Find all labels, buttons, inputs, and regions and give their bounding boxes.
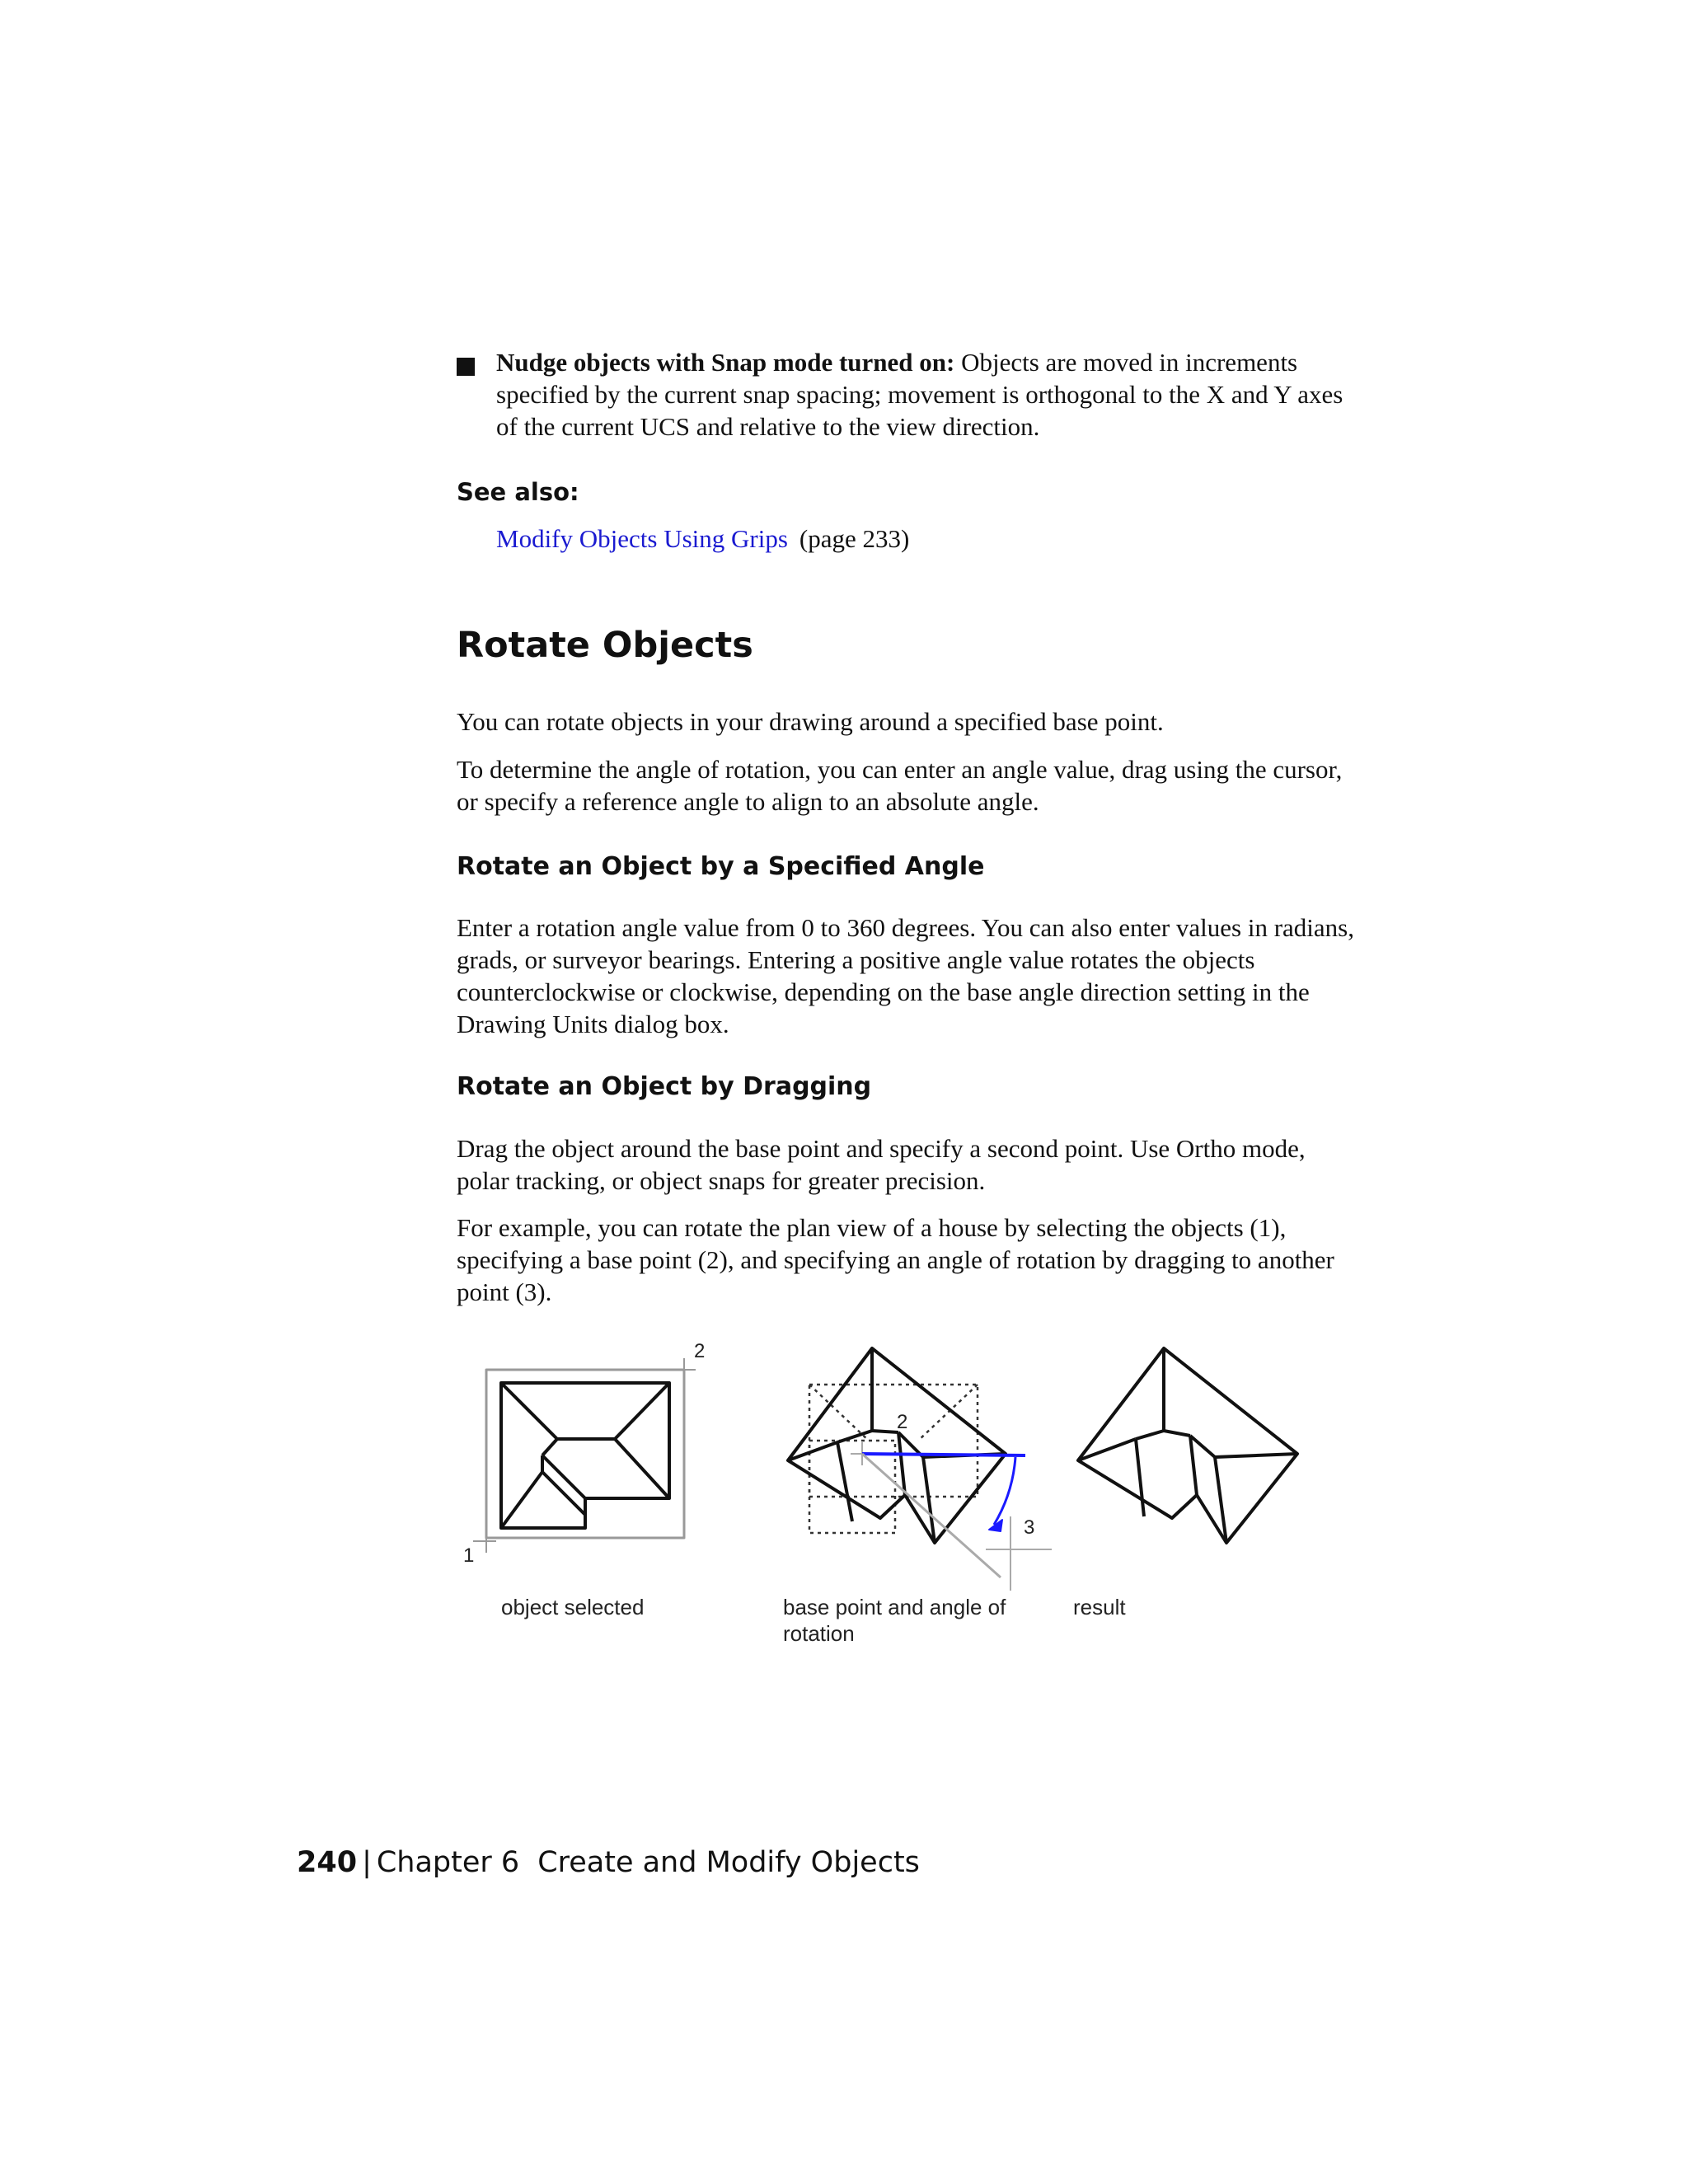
page-footer — [297, 1846, 920, 1879]
subsection-title-dragging: Rotate an Object by Dragging — [457, 1072, 872, 1101]
caption-object-selected: object selected — [501, 1595, 645, 1619]
see-also-heading: See also: — [457, 478, 579, 506]
chapter-label: Chapter 6 — [376, 1846, 520, 1879]
bullet-square-icon — [457, 358, 475, 376]
see-also-entry — [496, 524, 909, 554]
bullet-item — [457, 346, 1347, 443]
footer-separator: | — [362, 1846, 372, 1879]
specified-angle-paragraph: Enter a rotation angle value from 0 to 360 degrees. You can also enter values in radians, grads, or surveyor bearings. Entering a positive angle value rotates the objects counterclockwise or clockwise, depending on the base angle direction setting in the Drawing Units dialog box. — [457, 913, 1354, 1038]
bullet-text — [496, 346, 1347, 443]
caption-result: result — [1073, 1595, 1126, 1619]
point-1-label: 1 — [463, 1544, 475, 1567]
rotate-figure — [457, 1333, 1347, 1655]
modify-objects-grips-link[interactable]: Modify Objects Using Grips — [496, 524, 788, 553]
intro-paragraph-1: You can rotate objects in your drawing around a specified base point. — [457, 707, 1164, 736]
dragging-paragraph-1: Drag the object around the base point and specify a second point. Use Ortho mode, polar tracking, or object snaps for greater precision. — [457, 1134, 1306, 1195]
dragging-paragraph-2: For example, you can rotate the plan view of a house by selecting the objects (1), specifying a base point (2), and specifying an angle of rotation by dragging to another point (3). — [457, 1213, 1334, 1306]
page-reference: (page 233) — [799, 524, 910, 553]
base-point-2-label: 2 — [897, 1411, 908, 1433]
chapter-title: Create and Modify Objects — [537, 1846, 920, 1879]
base-point-drawing — [788, 1348, 1052, 1591]
bullet-body: Objects are moved in increments specified by the current snap spacing; movement is orthogonal to the X and Y axes of the current UCS and relative to the view direction. — [496, 348, 1343, 441]
point-2-label: 2 — [694, 1340, 706, 1362]
object-selected-drawing — [473, 1358, 696, 1553]
subsection-title-specified-angle: Rotate an Object by a Specified Angle — [457, 852, 985, 881]
page-number: 240 — [297, 1846, 358, 1879]
point-3-label: 3 — [1024, 1516, 1035, 1539]
section-title: Rotate Objects — [457, 625, 753, 666]
intro-paragraph-2: To determine the angle of rotation, you can enter an angle value, drag using the cursor, or specify a reference angle to align to an absolute angle. — [457, 755, 1343, 816]
caption-base-point: base point and angle of rotation — [783, 1595, 1006, 1646]
result-drawing — [1078, 1348, 1297, 1543]
bullet-lead: Nudge objects with Snap mode turned on: — [496, 348, 955, 377]
